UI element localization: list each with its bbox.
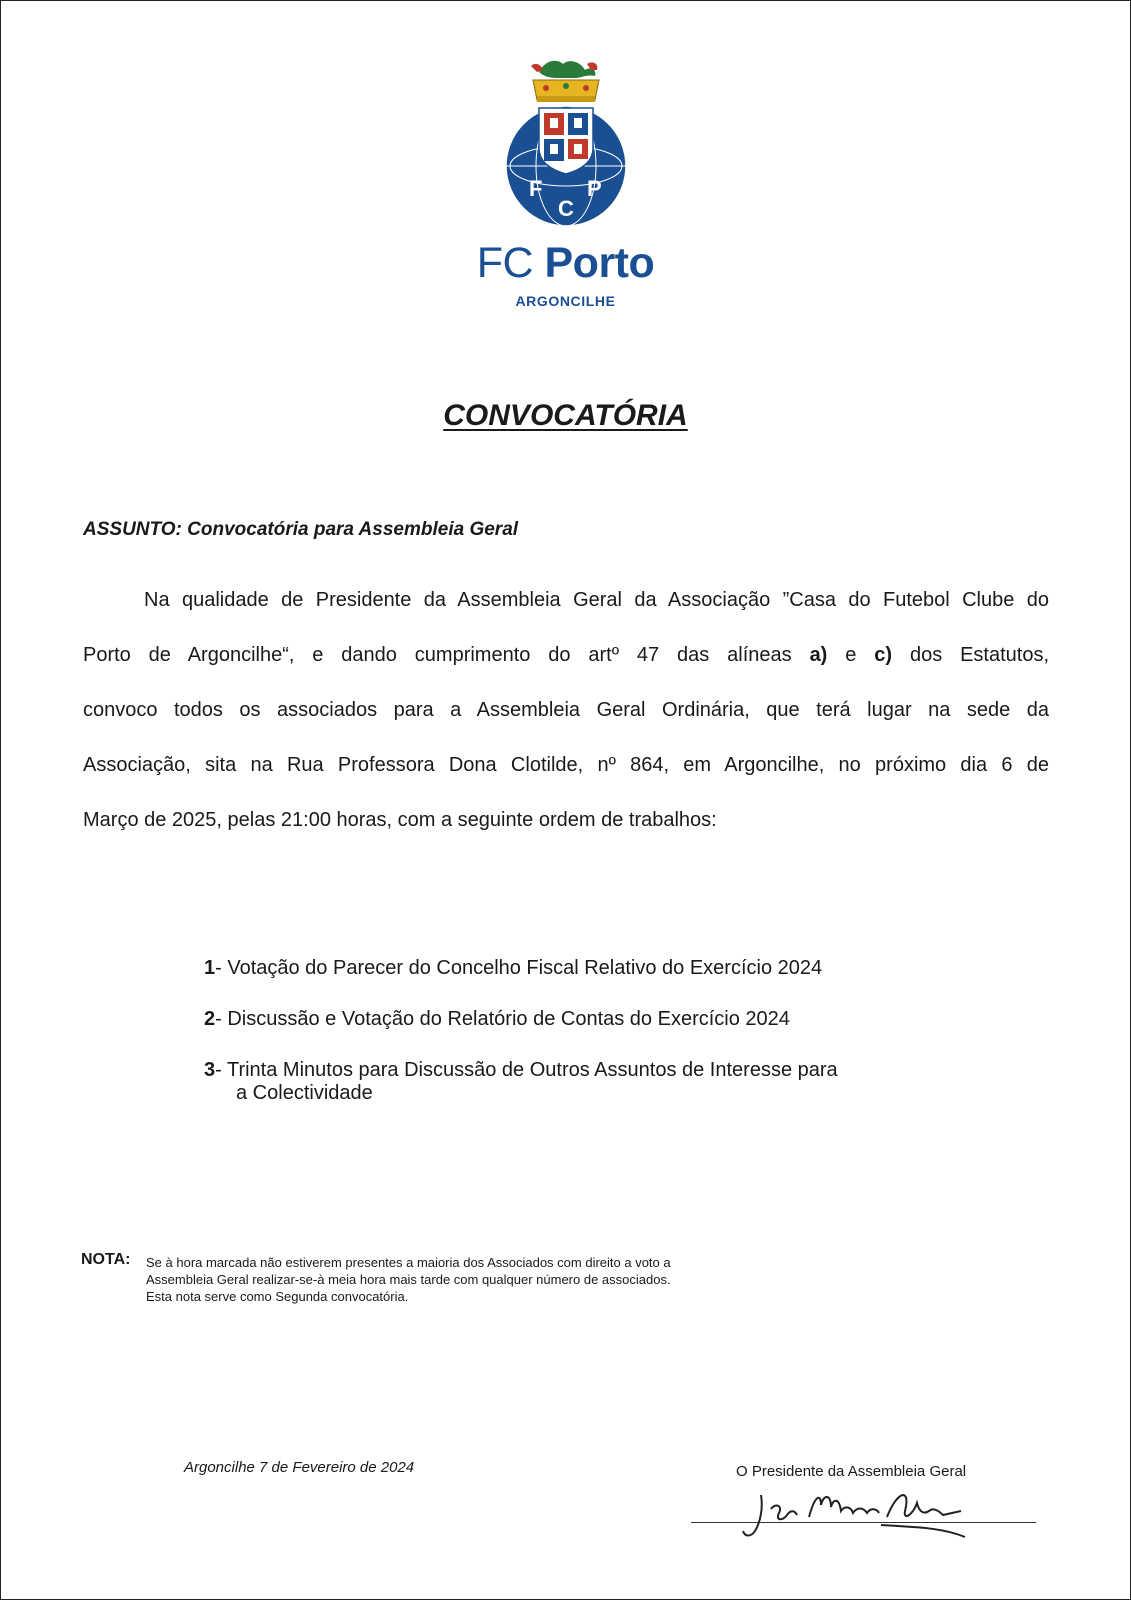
agenda-item-2-text: - Discussão e Votação do Relatório de Contas do Exercício 2024 — [215, 1008, 790, 1030]
logo-location: ARGONCILHE — [515, 293, 616, 309]
document-subject: ASSUNTO: Convocatória para Assembleia Geral — [83, 519, 519, 540]
crest-letter-c: C — [558, 196, 574, 221]
body-line-2-text: Porto de Argoncilhe“, e dando cumprimento do artº 47 das alíneas — [83, 644, 792, 666]
logo-main: Porto — [544, 239, 655, 287]
agenda-item-3 — [204, 1059, 838, 1105]
logo-prefix: FC — [476, 239, 534, 287]
nota-line-3: Esta nota serve como Segunda convocatória. — [146, 1289, 409, 1304]
agenda-item-3-continuation: a Colectividade — [236, 1082, 373, 1104]
body-line-2 — [83, 644, 1049, 667]
body-line-2-conj: e — [845, 644, 857, 666]
nota-line-1: Se à hora marcada não estiverem presentes a maioria dos Associados com direito a voto a — [146, 1255, 671, 1270]
agenda-item-3-number: 3 — [204, 1059, 216, 1081]
nota-line-2: Assembleia Geral realizar-se-à meia hora mais tarde com qualquer número de associados. — [146, 1272, 671, 1287]
body-line-2-item-a: a) — [809, 644, 828, 666]
agenda-item-1-number: 1 — [204, 957, 216, 979]
nota-label: NOTA: — [81, 1251, 131, 1268]
place-date: Argoncilhe 7 de Fevereiro de 2024 — [184, 1459, 415, 1476]
body-line-2-item-c: c) — [874, 644, 893, 666]
crest-letter-f: F — [529, 176, 543, 201]
body-line-2-end: dos Estatutos, — [909, 644, 1050, 666]
nota-text — [146, 1254, 671, 1305]
signature-icon — [691, 1481, 1041, 1546]
agenda-item-3-text: - Trinta Minutos para Discussão de Outros Assuntos de Interesse para — [215, 1059, 838, 1081]
fc-porto-crest-icon — [501, 56, 631, 231]
body-line-5: Março de 2025, pelas 21:00 horas, com a seguinte ordem de trabalhos: — [83, 809, 717, 831]
agenda-item-2 — [204, 1008, 790, 1031]
document-title: CONVOCATÓRIA — [443, 399, 688, 432]
body-line-1: Na qualidade de Presidente da Assembleia Geral da Associação ”Casa do Futebol Clube do — [144, 589, 1049, 611]
club-logo-name — [1, 239, 1130, 288]
president-title: O Presidente da Assembleia Geral — [736, 1463, 967, 1480]
crest-letter-p: P — [587, 176, 602, 201]
body-line-3: convoco todos os associados para a Assembleia Geral Ordinária, que terá lugar na sede da — [83, 699, 1049, 721]
agenda-item-1-text: - Votação do Parecer do Concelho Fiscal Relativo do Exercício 2024 — [215, 957, 823, 979]
agenda-item-2-number: 2 — [204, 1008, 216, 1030]
body-line-4: Associação, sita na Rua Professora Dona Clotilde, nº 864, em Argoncilhe, no próximo dia 6 de — [83, 754, 1049, 776]
agenda-item-1 — [204, 957, 822, 980]
